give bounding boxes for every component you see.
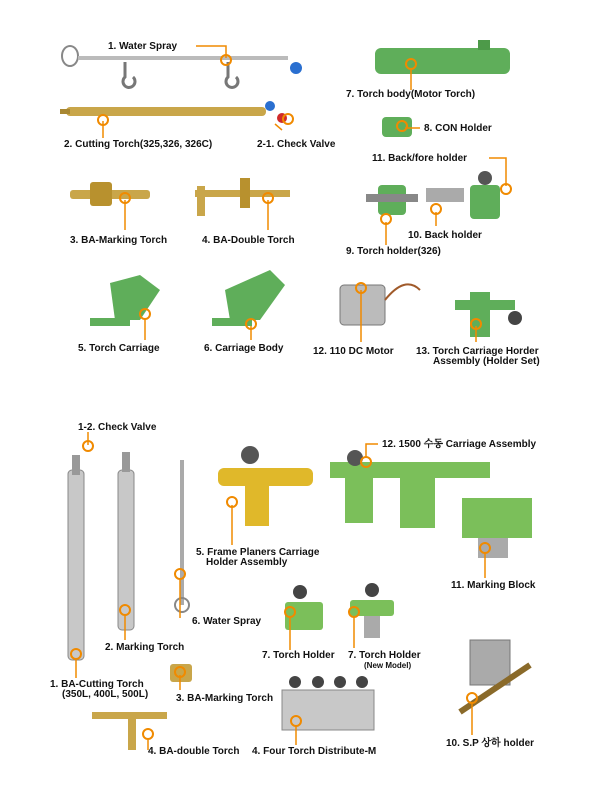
label-four-torch: 4. Four Torch Distribute-M: [252, 746, 377, 757]
label-torch-holder-new: 7. Torch Holder: [348, 650, 421, 661]
label-torch-holder-326: 9. Torch holder(326): [346, 246, 441, 257]
dc-motor-figure: [340, 284, 420, 325]
label-back-holder: 10. Back holder: [408, 230, 482, 241]
marker-carriage-horder: [470, 318, 482, 330]
label-marking-torch: 2. Marking Torch: [105, 642, 185, 653]
label-carriage-horder-1: 13. Torch Carriage Horder: [416, 346, 539, 357]
marker-marking-torch: [119, 604, 131, 616]
label-carriage-horder-2: Assembly (Holder Set): [433, 356, 540, 367]
label-con-holder: 8. CON Holder: [424, 123, 492, 134]
label-carriage-1500: 12. 1500 수동 Carriage Assembly: [382, 439, 537, 450]
label-sp-holder: 10. S.P 상하 holder: [446, 738, 535, 749]
marker-torch-body: [405, 58, 417, 70]
label-dc-motor: 12. 110 DC Motor: [313, 346, 394, 357]
marker-torch-holder-new: [348, 606, 360, 618]
label-torch-carriage: 5. Torch Carriage: [78, 343, 160, 354]
marker-water-spray: [220, 54, 232, 66]
marker-cutting-torch: [97, 114, 109, 126]
marker-check-valve-b: [82, 440, 94, 452]
label-new-model: (New Model): [364, 661, 412, 670]
marker-con-holder: [396, 120, 408, 132]
torch-carriage-figure: [90, 275, 160, 326]
marker-torch-holder-326: [380, 213, 392, 225]
label-frame-planers-1: 5. Frame Planers Carriage: [196, 547, 320, 558]
label-check-valve-21: 2-1. Check Valve: [257, 139, 336, 150]
label-water-spray-b: 6. Water Spray: [192, 616, 262, 627]
marker-ba-marking-torch-b: [174, 666, 186, 678]
marker-back-holder: [430, 203, 442, 215]
water-spray-b-figure: [175, 460, 189, 612]
label-ba-double-torch-b: 4. BA-double Torch: [148, 746, 240, 757]
label-ba-cutting-torch: 1. BA-Cutting Torch: [50, 679, 144, 690]
marker-check-valve: [282, 113, 294, 125]
label-ba-cutting-sizes: (350L, 400L, 500L): [62, 689, 149, 700]
marker-frame-planers: [226, 496, 238, 508]
torch-holders-b-figure: [285, 583, 394, 638]
label-torch-body: 7. Torch body(Motor Torch): [346, 89, 476, 100]
marker-torch-holder: [284, 606, 296, 618]
marker-carriage-1500: [360, 456, 372, 468]
label-cutting-torch: 2. Cutting Torch(325,326, 326C): [64, 139, 213, 150]
label-back-fore-holder: 11. Back/fore holder: [372, 153, 468, 164]
ba-double-torch-figure: [195, 178, 290, 216]
marker-back-fore-holder: [500, 183, 512, 195]
ba-cutting-torch-figure: [68, 455, 84, 660]
marker-ba-double-torch-b: [142, 728, 154, 740]
marker-sp-holder: [466, 692, 478, 704]
marker-dc-motor: [355, 282, 367, 294]
torch-body-figure: [375, 40, 510, 74]
marker-four-torch: [290, 715, 302, 727]
marker-torch-carriage: [139, 308, 151, 320]
marker-ba-cutting-torch: [70, 648, 82, 660]
label-frame-planers-2: Holder Assembly: [206, 557, 288, 568]
label-ba-marking-torch-b: 3. BA-Marking Torch: [176, 693, 274, 704]
marker-ba-marking-torch: [119, 192, 131, 204]
label-check-valve-12: 1-2. Check Valve: [78, 422, 157, 433]
ba-double-torch-b-figure: [92, 712, 167, 750]
carriage-horder-figure: [455, 292, 522, 337]
marker-marking-block: [479, 542, 491, 554]
marker-carriage-body: [245, 318, 257, 330]
water-spray-figure: [62, 46, 302, 87]
cutting-torch-figure: [60, 101, 287, 123]
marking-block-figure: [462, 498, 532, 558]
ba-marking-torch-figure: [70, 182, 150, 206]
marker-ba-double-torch: [262, 192, 274, 204]
label-ba-marking-torch: 3. BA-Marking Torch: [70, 235, 168, 246]
label-water-spray: 1. Water Spray: [108, 41, 178, 52]
marker-water-spray-b: [174, 568, 186, 580]
label-marking-block: 11. Marking Block: [451, 580, 536, 591]
label-carriage-body: 6. Carriage Body: [204, 343, 284, 354]
label-ba-double-torch: 4. BA-Double Torch: [202, 235, 295, 246]
label-torch-holder: 7. Torch Holder: [262, 650, 335, 661]
